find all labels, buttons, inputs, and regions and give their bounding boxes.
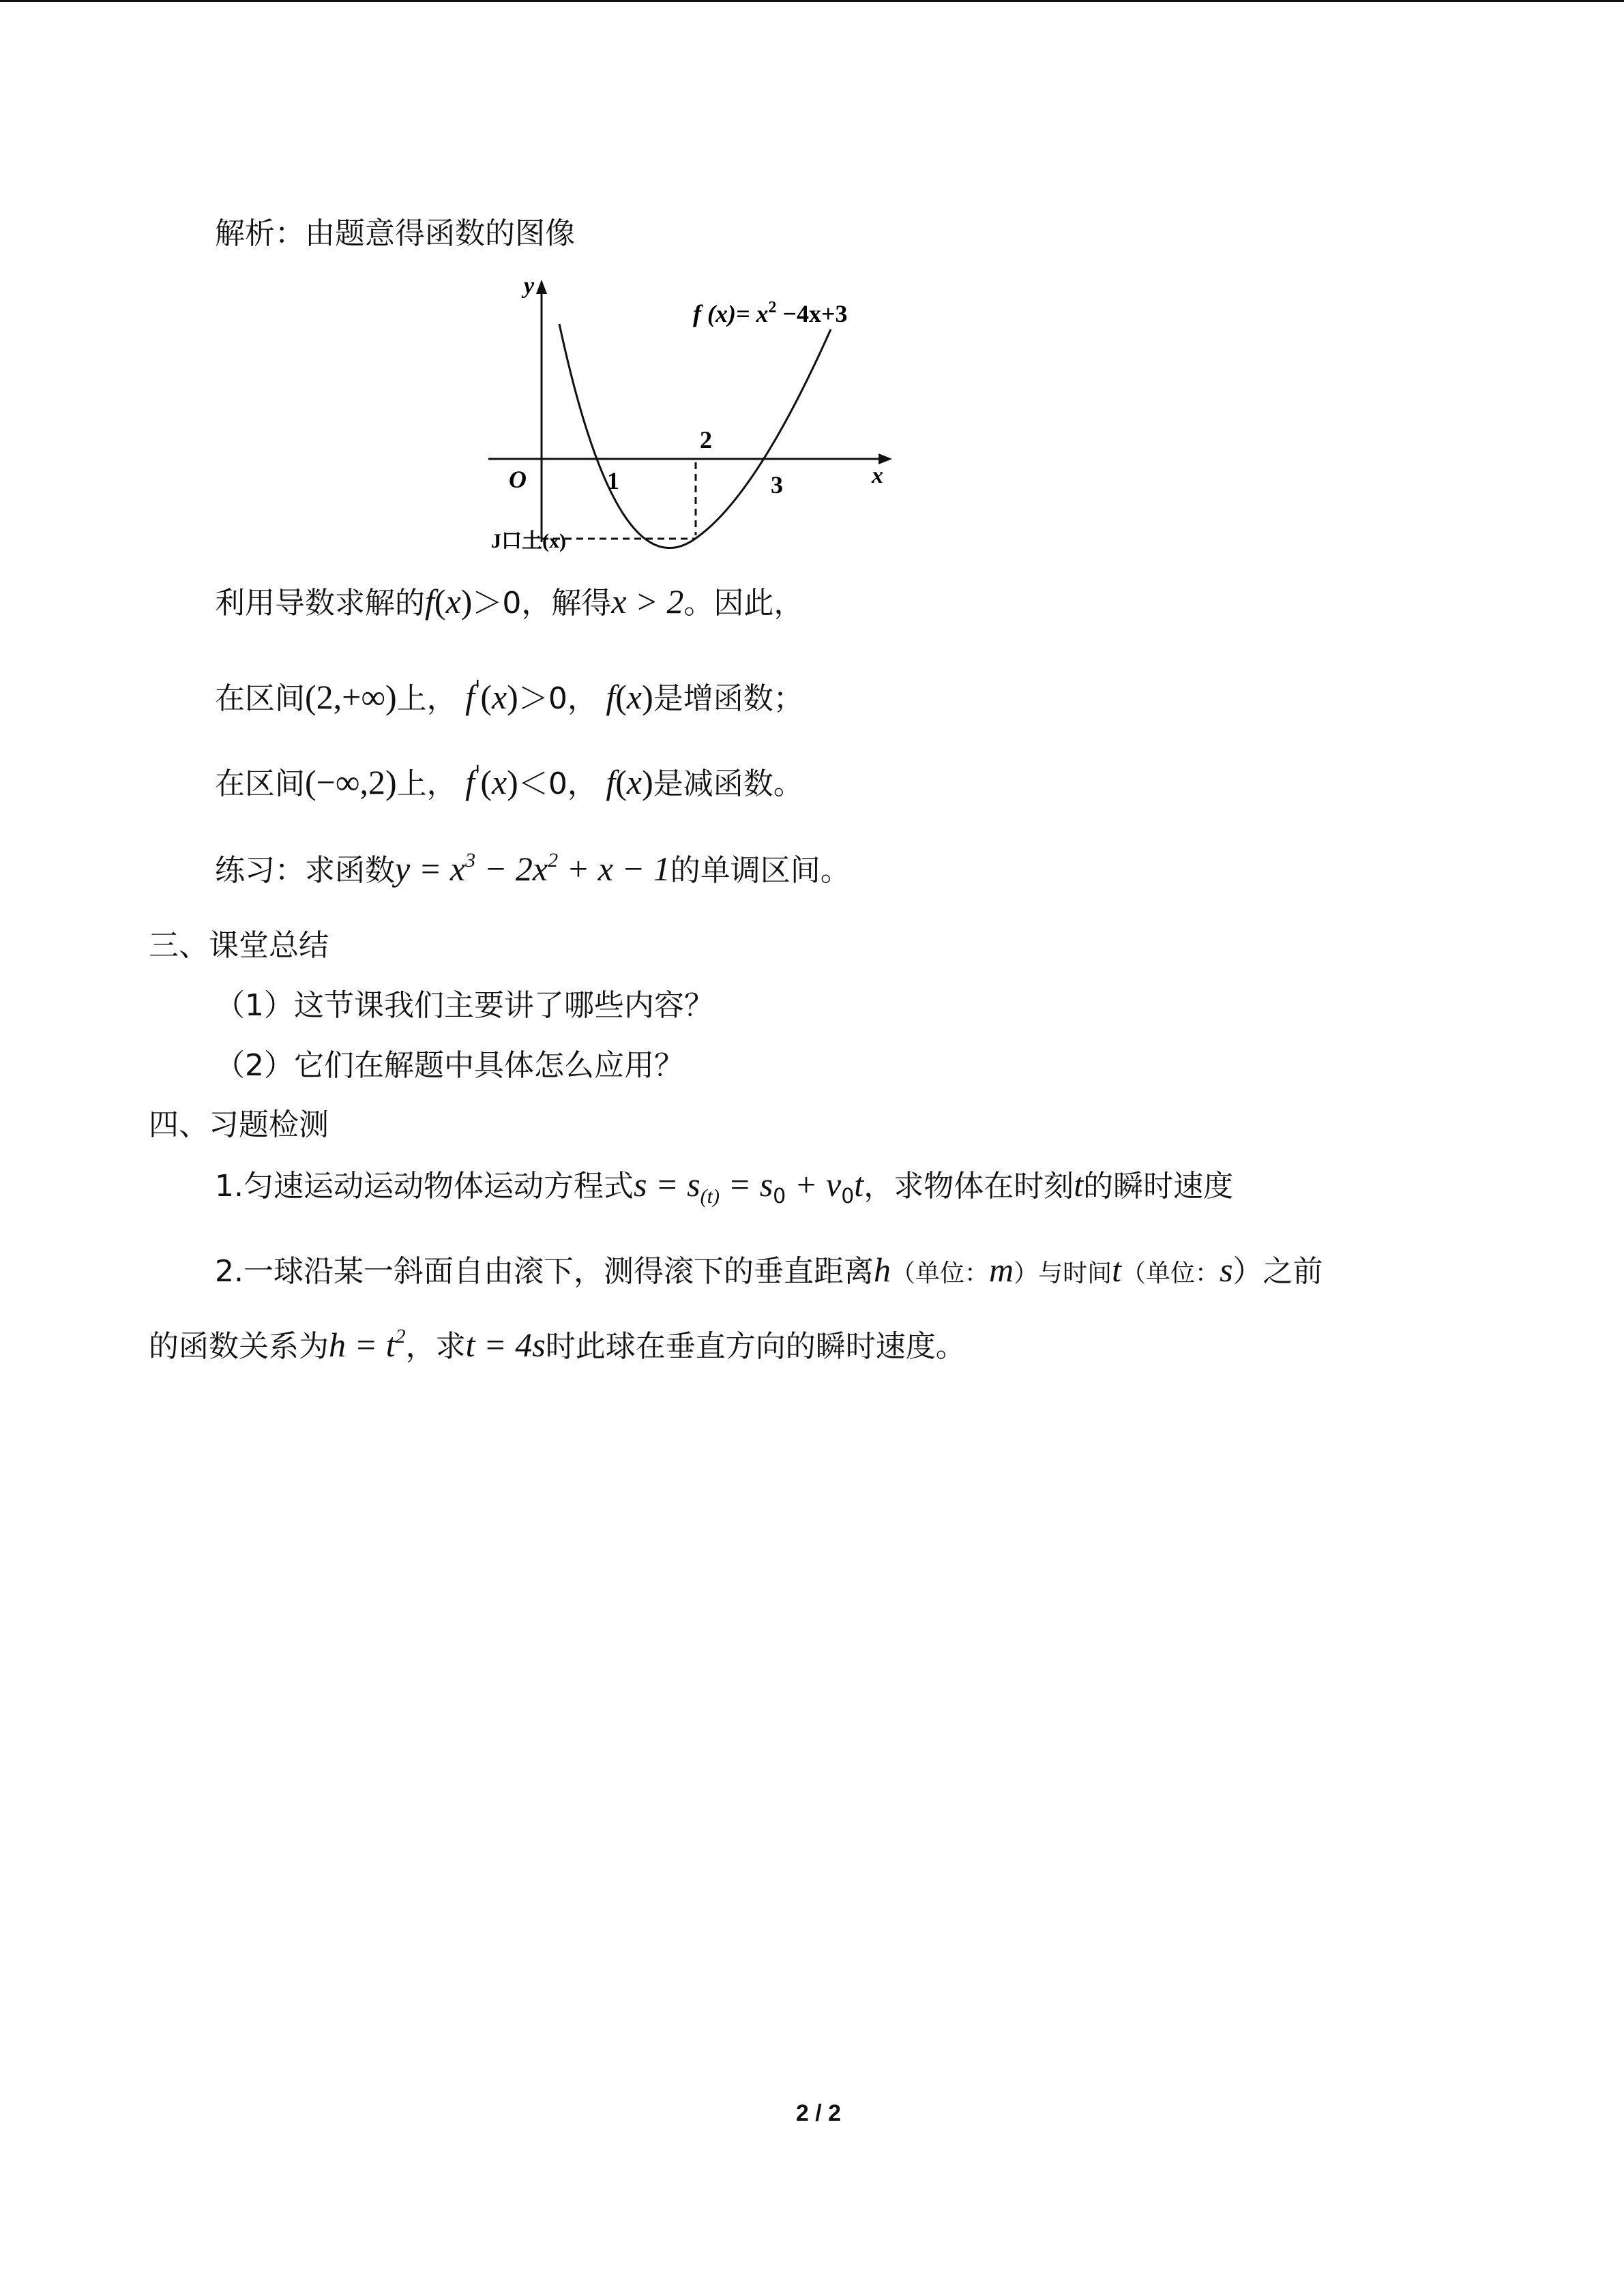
x-axis-label: x bbox=[872, 463, 883, 488]
practice-line: 练习：求函数$y = x^3 - 2x^2 + x - 1$的单调区间。 bbox=[215, 849, 851, 888]
garbled-label: J口土(x) bbox=[491, 530, 566, 552]
root-3-label: 3 bbox=[771, 471, 783, 498]
function-label: f $(x)= x^2 -4x+3$ bbox=[693, 299, 848, 327]
y-axis-arrow bbox=[536, 280, 547, 294]
root-1-label: 1 bbox=[607, 467, 619, 494]
origin-label: O bbox=[509, 466, 527, 493]
y-axis-label: y bbox=[524, 273, 535, 299]
page-number: 2 / 2 bbox=[795, 2100, 842, 2126]
exercise-1: 1.匀速运动运动物体运动方程式$s = s_{(t)} = s_0 + v_0t$，求物体在时刻t的瞬时速度 bbox=[215, 1165, 1234, 1208]
analysis-line-2: 在区间(2,+∞)上， f'(x)＞0， f(x)是增函数； bbox=[215, 676, 803, 716]
analysis-line-1: 利用导数求解的f(x)＞0，解得x > 2。因此， bbox=[215, 582, 804, 621]
section-4-heading: 四、习题检测 bbox=[149, 1107, 329, 1142]
section-3-question-1: （1）这节课我们主要讲了哪些内容？ bbox=[215, 988, 714, 1023]
exercise-2-line-1: 2.一球沿某一斜面自由滚下，测得滚下的垂直距离h（单位：m）与时间t（单位：s）之前 bbox=[215, 1251, 1323, 1289]
section-3-question-2: （2）它们在解题中具体怎么应用？ bbox=[215, 1048, 684, 1083]
analysis-line-3: 在区间(−∞,2)上， f'(x)＜0， f(x)是减函数。 bbox=[215, 762, 803, 801]
vertex-x-label: 2 bbox=[700, 426, 712, 453]
top-border-line bbox=[0, 0, 1624, 2]
parabola-graph bbox=[471, 269, 914, 556]
analysis-intro: 解析：由题意得函数的图像 bbox=[215, 216, 575, 251]
section-3-heading: 三、课堂总结 bbox=[149, 928, 329, 963]
exercise-2-line-2: 的函数关系为$h = t^2$，求t = 4s时此球在垂直方向的瞬时速度。 bbox=[149, 1325, 966, 1364]
